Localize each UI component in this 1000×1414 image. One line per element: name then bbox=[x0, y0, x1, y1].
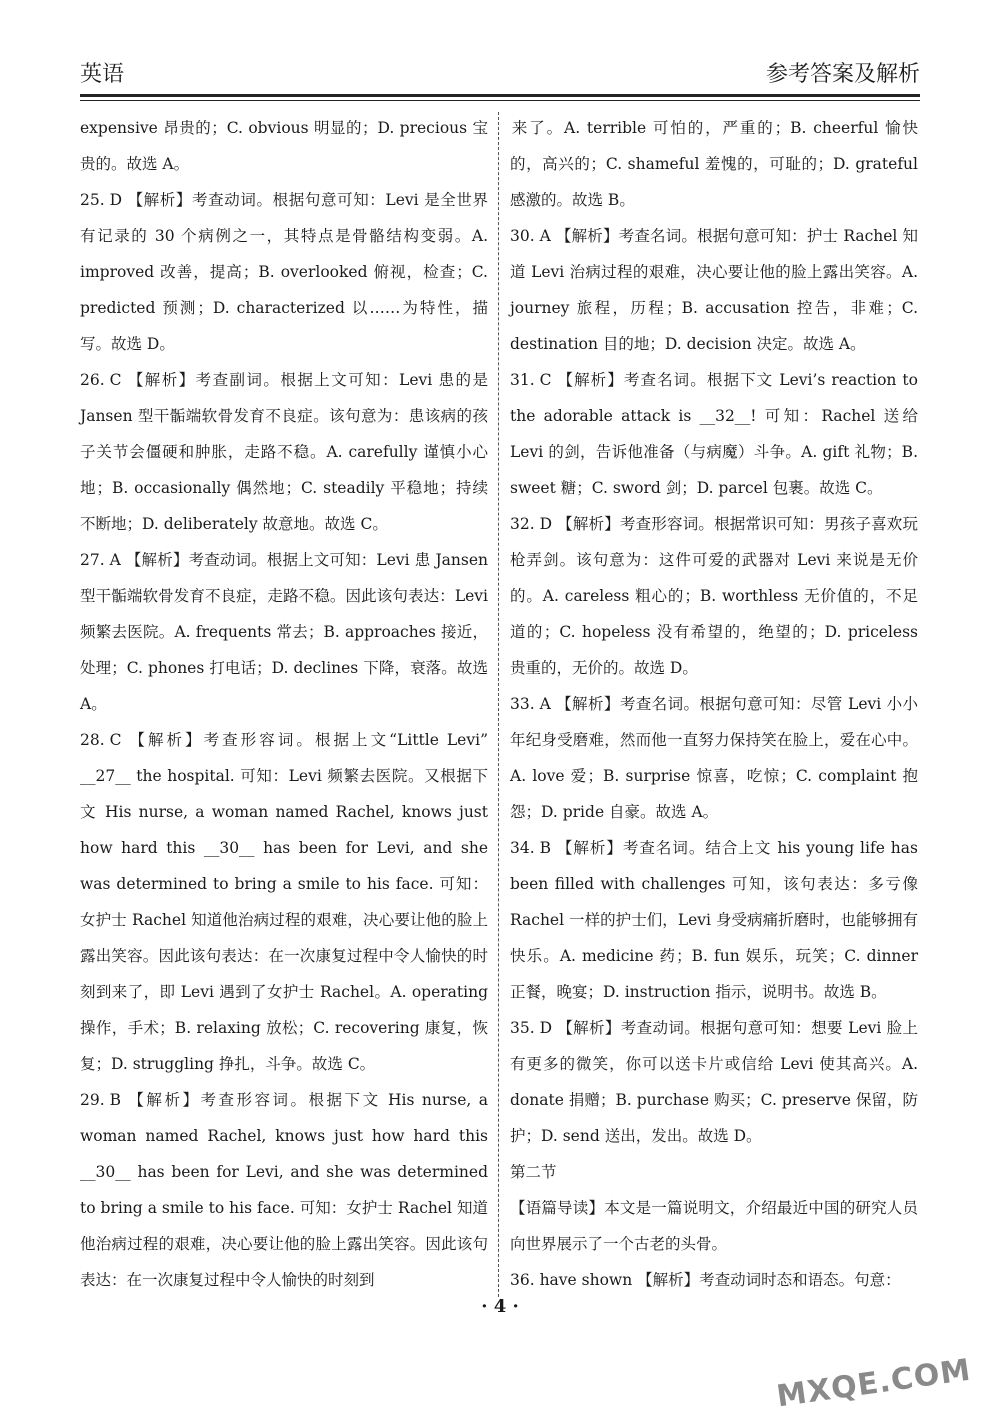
item-number: 30. A bbox=[510, 227, 551, 245]
item-text: 【解析】考查动词。根据句意可知：Levi 是全世界有记录的 30 个病例之一，其特点是骨骼结构变弱。A. improved 改善，提高；B. overlooked 俯视，检查；C. predicted 预测；D. characterized 以……为特性，描写。故选 D。 bbox=[80, 191, 488, 353]
item-text: 【解析】考查名词。根据句意可知：护士 Rachel 知道 Levi 治病过程的艰难，决心要让他的脸上露出笑容。A. journey 旅程，历程；B. accusation 控告，非难；C. destination 目的地；D. decision 决定。故选 A。 bbox=[510, 227, 918, 353]
passage-guide-text: 【语篇导读】本文是一篇说明文，介绍最近中国的研究人员向世界展示了一个古老的头骨。 bbox=[510, 1199, 918, 1253]
answer-item bbox=[510, 362, 918, 506]
answer-item bbox=[510, 1010, 918, 1154]
item-number: 33. A bbox=[510, 695, 551, 713]
item-text: 【解析】考查动词。根据上文可知：Levi 患 Jansen 型干骺端软骨发育不良症，走路不稳。因此该句表达：Levi 频繁去医院。A. frequents 常去；B. approaches 接近，处理；C. phones 打电话；D. declines 下降，衰落。故选 A。 bbox=[80, 551, 488, 713]
item-text: 【解析】考查副词。根据上文可知：Levi 患的是 Jansen 型干骺端软骨发育不良症。该句意为：患该病的孩子关节会僵硬和肿胀，走路不稳。A. carefully 谨慎小心地；B. occasionally 偶然地；C. steadily 平稳地；持续不断地；D. deliberately 故意地。故选 C。 bbox=[80, 371, 489, 533]
item-text: 【解析】考查形容词。根据下文 His nurse, a woman named Rachel, knows just how hard this __30__ has been for Levi, and she was determined to bring a smile to his face. 可知：女护士 Rachel 知道他治病过程的艰难，决心要让他的脸上露出笑容。因此该句表达：在一次康复过程中令人愉快的时刻到 bbox=[80, 1091, 488, 1289]
answer-item bbox=[80, 1082, 488, 1298]
item-text: 【解析】考查动词。根据句意可知：想要 Levi 脸上有更多的微笑，你可以送卡片或信给 Levi 使其高兴。A. donate 捐赠；B. purchase 购买；C. preserve 保留，防护；D. send 送出，发出。故选 D。 bbox=[510, 1019, 918, 1145]
item-number: 34. B bbox=[510, 839, 551, 857]
answer-item bbox=[80, 110, 488, 182]
item-number: 36. have shown bbox=[510, 1271, 633, 1289]
item-number: 29. B bbox=[80, 1091, 121, 1109]
item-number: 35. D bbox=[510, 1019, 553, 1037]
site-watermark: MXQE.COM bbox=[774, 1352, 974, 1414]
header-rule bbox=[80, 94, 920, 97]
page-header bbox=[80, 58, 920, 94]
page-number: · 4 · bbox=[481, 1296, 519, 1317]
answer-item bbox=[510, 110, 918, 218]
header-title: 参考答案及解析 bbox=[765, 62, 920, 87]
item-text: 【解析】考查名词。根据句意可知：尽管 Levi 小小年纪身受磨难，然而他一直努力保持笑在脸上，爱在心中。A. love 爱；B. surprise 惊喜，吃惊；C. complaint 抱怨；D. pride 自豪。故选 A。 bbox=[510, 695, 918, 821]
item-text: expensive 昂贵的；C. obvious 明显的；D. precious 宝贵的。故选 A。 bbox=[80, 119, 488, 173]
item-number: 25. D bbox=[80, 191, 123, 209]
section-heading bbox=[510, 1154, 918, 1190]
item-text: 来了。A. terrible 可怕的，严重的；B. cheerful 愉快的，高兴的；C. shameful 羞愧的，可耻的；D. grateful 感激的。故选 B。 bbox=[510, 119, 918, 209]
answer-item bbox=[80, 182, 488, 362]
item-text: 【解析】考查名词。根据下文 Levi’s reaction to the adorable attack is __32__! 可知：Rachel 送给 Levi 的剑，告诉他准备（与病魔）斗争。A. gift 礼物；B. sweet 糖；C. sword 剑；D. parcel 包裹。故选 C。 bbox=[510, 371, 918, 497]
answer-item bbox=[510, 506, 918, 686]
item-number: 28. C bbox=[80, 731, 122, 749]
section-title: 第二节 bbox=[510, 1163, 557, 1181]
passage-guide bbox=[510, 1190, 918, 1262]
answer-item bbox=[510, 830, 918, 1010]
answer-item bbox=[510, 218, 918, 362]
answer-item bbox=[80, 542, 488, 722]
item-text: 【解析】考查形容词。根据常识可知：男孩子喜欢玩枪弄剑。该句意为：这件可爱的武器对 Levi 来说是无价的。A. careless 粗心的；B. worthless 无价值的，不足道的；C. hopeless 没有希望的，绝望的；D. priceless 贵重的，无价的。故选 D。 bbox=[510, 515, 918, 677]
answer-item bbox=[80, 362, 488, 542]
item-number: 31. C bbox=[510, 371, 552, 389]
header-rule-thin bbox=[80, 100, 920, 101]
answer-item bbox=[510, 686, 918, 830]
item-text: 【解析】考查动词时态和语态。句意： bbox=[637, 1271, 901, 1289]
answer-item bbox=[510, 1262, 918, 1298]
answer-item bbox=[80, 722, 488, 1082]
column-divider bbox=[498, 112, 499, 1297]
item-text: 【解析】考查形容词。根据上文“Little Levi” __27__ the hospital. 可知：Levi 频繁去医院。又根据下文 His nurse, a woman named Rachel, knows just how hard this __30__ has been for Levi, and she was determined to bring a smile to his face. 可知：女护士 Rachel 知道他治病过程的艰难，决心要让他的脸上露出笑容。因此该句表达：在一次康复过程中令人愉快的时刻到来了，即 Levi 遇到了女护士 Rachel。A. operating 操作，手术；B. relaxing 放松；C. recovering 康复，恢复；D. struggling 挣扎，斗争。故选 C。 bbox=[80, 731, 488, 1073]
subject-label: 英语 bbox=[80, 62, 125, 87]
left-column bbox=[80, 110, 488, 1298]
item-number: 32. D bbox=[510, 515, 553, 533]
item-text: 【解析】考查名词。结合上文 his young life has been filled with challenges 可知，该句表达：多亏像 Rachel 一样的护士们，Levi 身受病痛折磨时，也能够拥有快乐。A. medicine 药；B. fun 娱乐，玩笑；C. dinner 正餐，晚宴；D. instruction 指示，说明书。故选 B。 bbox=[510, 839, 918, 1001]
right-column bbox=[510, 110, 918, 1298]
item-number: 27. A bbox=[80, 551, 121, 569]
item-number: 26. C bbox=[80, 371, 122, 389]
